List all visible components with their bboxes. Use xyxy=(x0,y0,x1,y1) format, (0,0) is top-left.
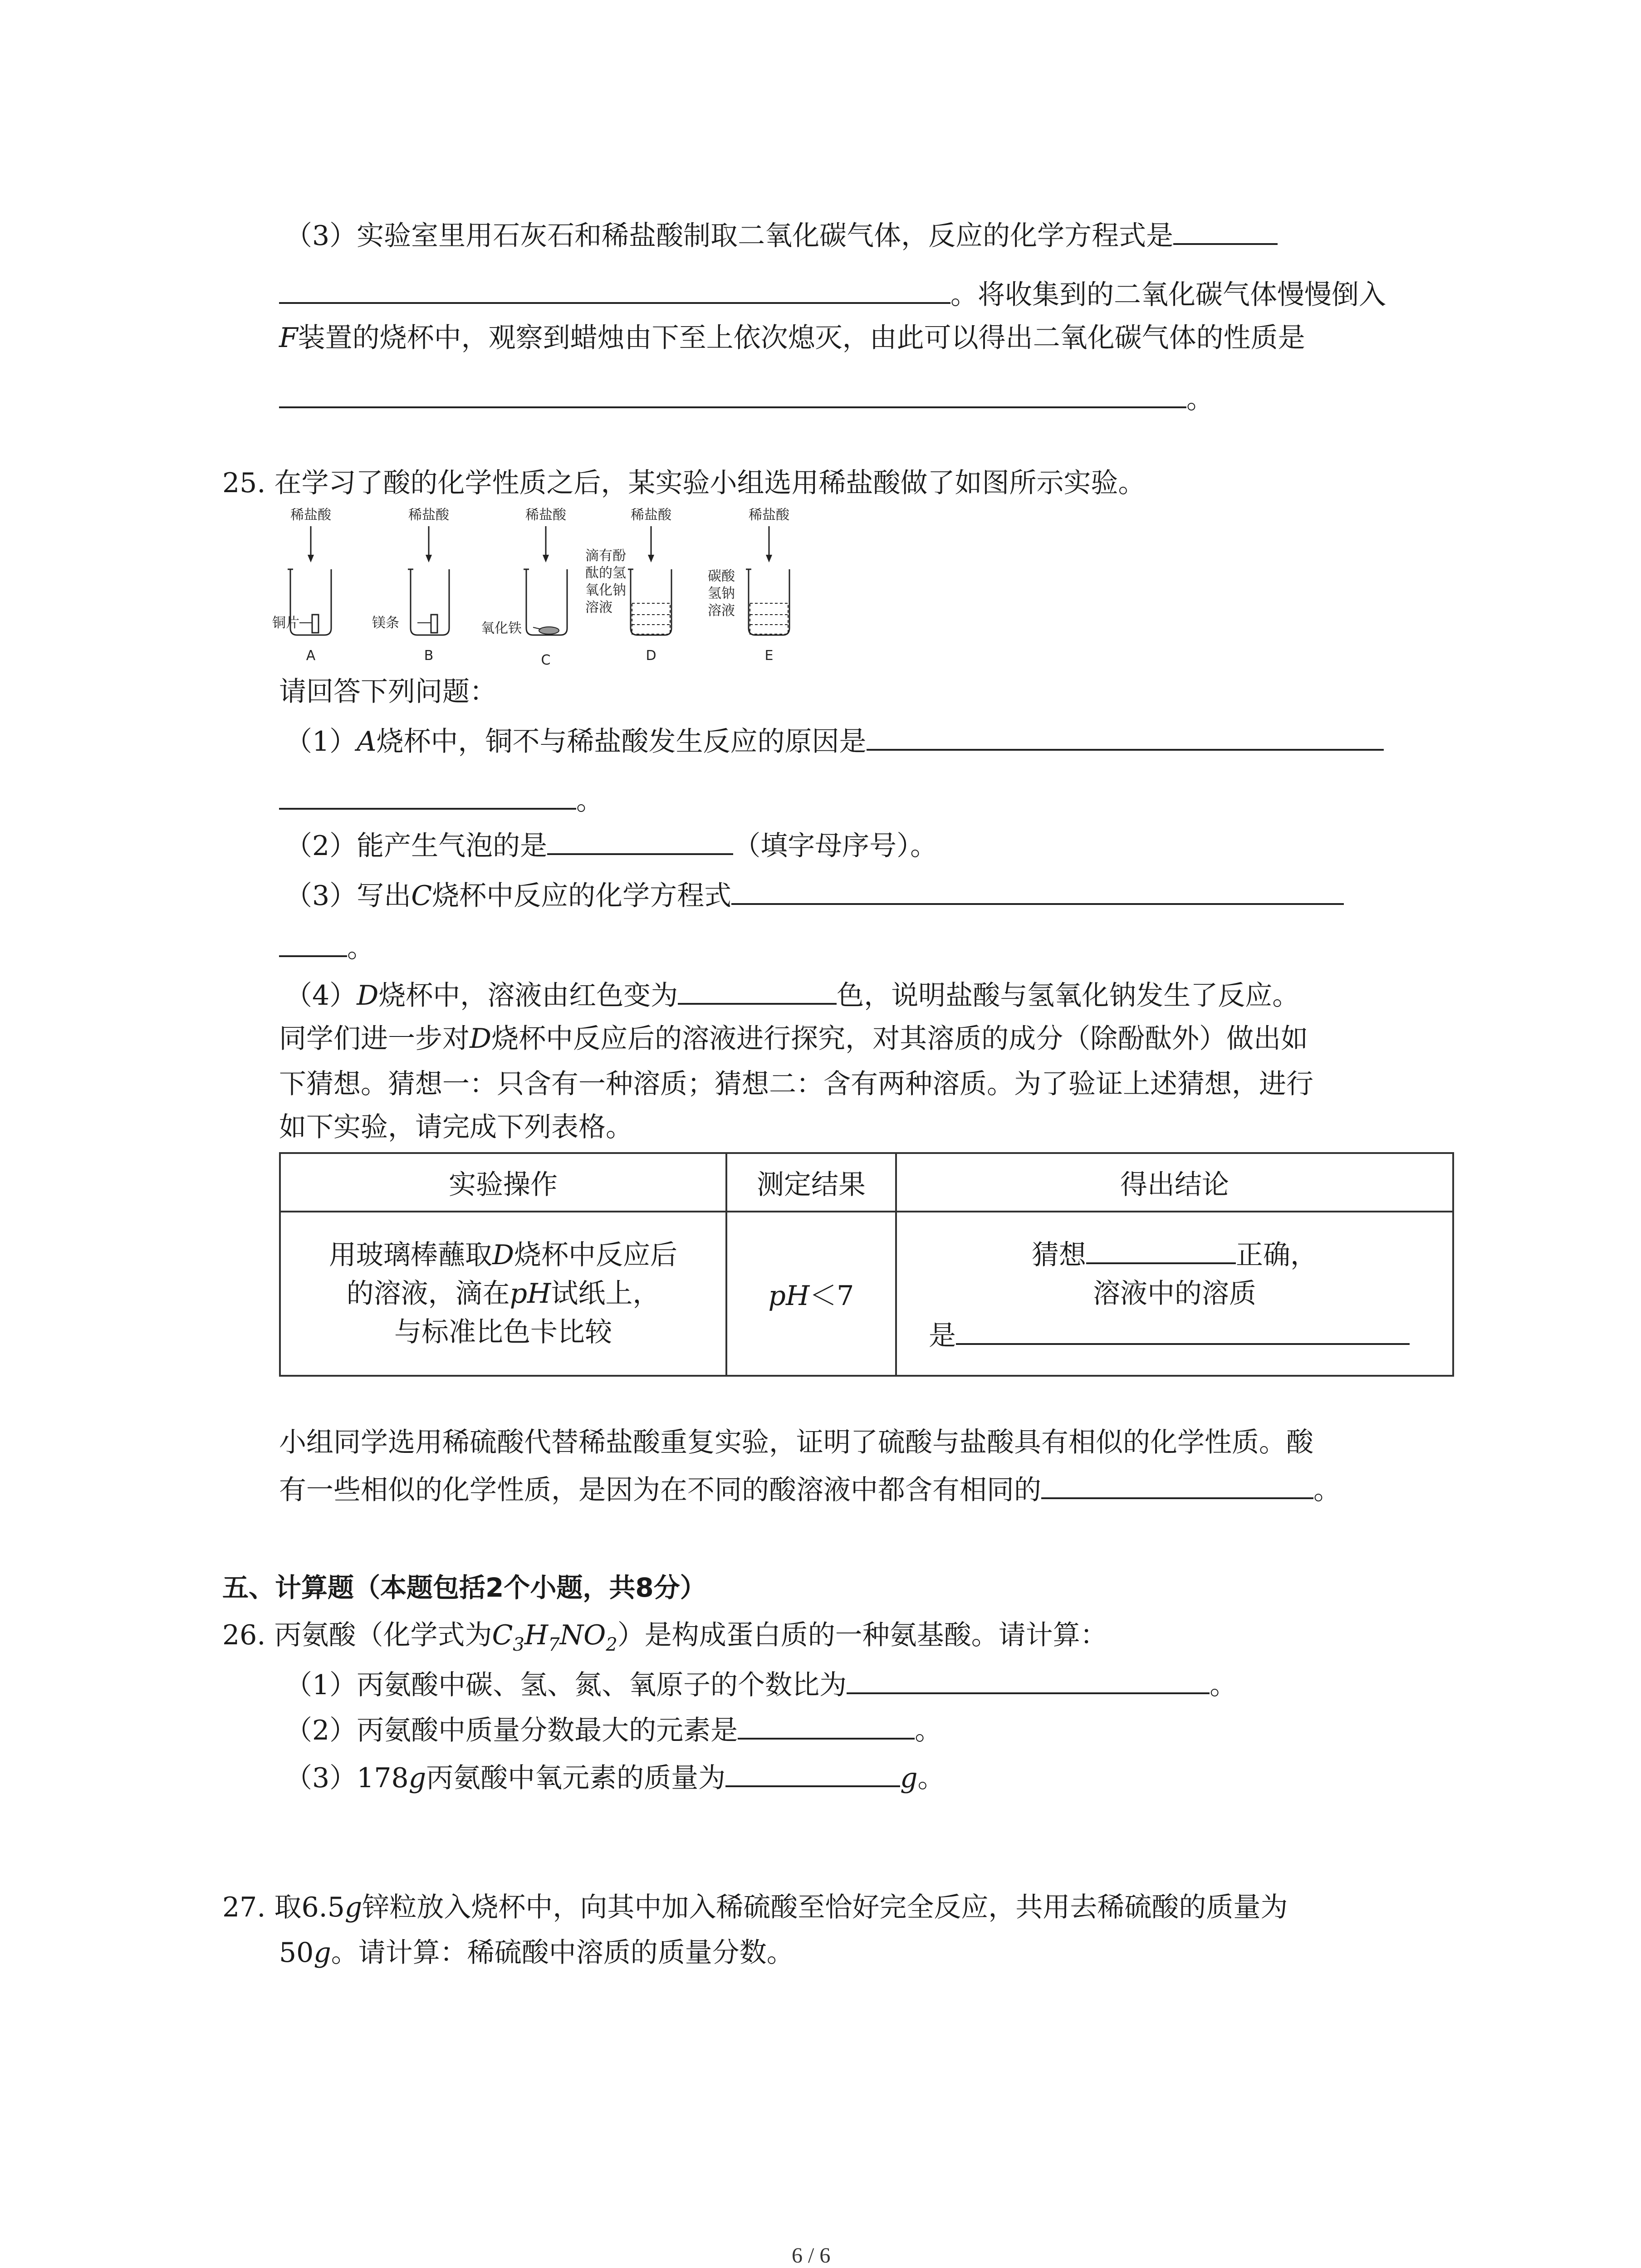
q24-3-line2 xyxy=(279,272,1386,315)
q26-p2 xyxy=(285,1708,942,1751)
p3-letter: C xyxy=(411,880,432,912)
table-cell-operation xyxy=(280,1212,726,1376)
q27-text2: 锌粒放入烧杯中，向其中加入稀硫酸至恰好完全反应，共用去稀硫酸的质量为 xyxy=(362,1892,1288,1923)
q25-p4-line2 xyxy=(279,1018,1308,1059)
beaker-a-letter: A xyxy=(306,648,316,664)
table-cell-conclusion xyxy=(896,1212,1453,1376)
op-text: 烧杯中反应后 xyxy=(514,1239,678,1271)
q24-3-end: 。 xyxy=(1186,383,1214,415)
p3-end: 。 xyxy=(347,932,374,964)
result-value: ＜7 xyxy=(809,1280,854,1312)
answer-blank xyxy=(725,1755,900,1787)
beaker-d-side-label: 溶液 xyxy=(585,600,612,616)
table-header: 实验操作 xyxy=(280,1153,726,1212)
q24-3-text2: 。将收集到的二氧化碳气体慢慢倒入 xyxy=(950,279,1386,311)
table-header-row xyxy=(280,1153,1453,1212)
experiment-figure xyxy=(272,506,839,678)
q25-prompt xyxy=(279,671,497,712)
beaker-e-letter: E xyxy=(764,648,774,664)
q25-p2 xyxy=(285,823,937,866)
conclusion-text: 是 xyxy=(929,1320,956,1352)
p1-letter: A xyxy=(357,726,377,758)
p3-text2: 烧杯中反应的化学方程式 xyxy=(432,880,732,912)
op-text: 试纸上， xyxy=(551,1277,660,1310)
table-header: 得出结论 xyxy=(896,1153,1453,1212)
q25-stem xyxy=(222,463,1146,503)
p1-end: 。 xyxy=(576,785,603,816)
p1-num: （1） xyxy=(285,726,357,758)
beaker-b xyxy=(372,507,450,664)
op-text: 与标准比色卡比较 xyxy=(394,1316,612,1348)
beaker-c-letter: C xyxy=(541,652,551,668)
q26-p2-end: 。 xyxy=(915,1715,942,1746)
after-text: 小组同学选用稀硫酸代替稀盐酸重复实验，证明了硫酸与盐酸具有相似的化学性质。酸 xyxy=(279,1427,1313,1458)
acid-label: 稀盐酸 xyxy=(408,507,449,523)
beaker-b-side-label: 镁条 xyxy=(372,615,399,631)
unit-g: g xyxy=(900,1762,918,1794)
q25-p1-line2 xyxy=(279,778,603,821)
beaker-d-side-label: 滴有酚 xyxy=(585,548,626,564)
prompt-text: 请回答下列问题： xyxy=(279,676,497,708)
q26-p3-text2: 丙氨酸中氧元素的质量为 xyxy=(426,1762,726,1794)
q25-p3-line2 xyxy=(279,925,374,968)
q24-3-line1 xyxy=(285,213,1278,256)
q24-3-line3 xyxy=(279,318,1305,358)
after-end: 。 xyxy=(1313,1474,1341,1506)
q26-p1-text: （1）丙氨酸中碳、氢、氮、氧原子的个数比为 xyxy=(285,1669,847,1701)
p4-text2: 色，说明盐酸与氢氧化钠发生了反应。 xyxy=(837,980,1300,1012)
acid-label: 稀盐酸 xyxy=(290,507,331,523)
q26-p1-end: 。 xyxy=(1210,1669,1237,1701)
beaker-d-letter: D xyxy=(646,648,656,664)
answer-blank xyxy=(279,272,950,304)
beaker-d xyxy=(585,507,672,664)
p4-l2b: 烧杯中反应后的溶液进行探究，对其溶质的成分（除酚酞外）做出如 xyxy=(491,1023,1308,1055)
beaker-e-side-label: 氢钠 xyxy=(708,586,735,601)
question-number: 27. xyxy=(222,1892,266,1923)
q27-text3: 。请计算：稀硫酸中溶质的质量分数。 xyxy=(331,1937,794,1969)
q27-text: 取6.5 xyxy=(274,1892,345,1923)
beaker-c xyxy=(481,507,567,668)
q26-p1 xyxy=(285,1662,1237,1706)
beaker-a xyxy=(272,507,332,664)
beaker-e-side-label: 溶液 xyxy=(708,603,735,619)
op-text: 的溶液，滴在 xyxy=(346,1277,510,1310)
beaker-d-side-label: 酞的氢 xyxy=(585,565,626,581)
experiment-table xyxy=(279,1152,1454,1377)
section-title-text: 五、计算题（本题包括2个小题，共8分） xyxy=(222,1572,706,1603)
q25-p3-line1 xyxy=(285,873,1344,916)
conclusion-text: 正确， xyxy=(1236,1239,1318,1271)
p4-l2-letter: D xyxy=(470,1023,492,1055)
beaker-c-side-label: 氧化铁 xyxy=(481,621,522,636)
q25-p4-line1 xyxy=(285,973,1299,1016)
p4-l4: 如下实验，请完成下列表格。 xyxy=(279,1111,633,1143)
q26-p2-text: （2）丙氨酸中质量分数最大的元素是 xyxy=(285,1715,738,1746)
p4-l3: 下猜想。猜想一：只含有一种溶质；猜想二：含有两种溶质。为了验证上述猜想，进行 xyxy=(279,1068,1313,1100)
unit-g: g xyxy=(344,1892,362,1923)
op-letter: pH xyxy=(509,1277,551,1310)
conclusion-text: 猜想 xyxy=(1032,1239,1086,1271)
section-title xyxy=(222,1567,706,1608)
op-text: 用玻璃棒蘸取 xyxy=(328,1239,492,1271)
beaker-e-side-label: 碳酸 xyxy=(708,568,735,584)
answer-blank xyxy=(1086,1232,1236,1264)
p4-num: （4） xyxy=(285,980,357,1012)
acid-label: 稀盐酸 xyxy=(525,507,566,523)
page-number: 6 / 6 xyxy=(792,2244,831,2268)
q25-after-line1 xyxy=(279,1422,1313,1463)
q26-p3-text: （3）178 xyxy=(285,1762,409,1794)
q27-num: 50 xyxy=(279,1937,314,1969)
answer-blank xyxy=(279,925,347,957)
answer-blank xyxy=(1041,1467,1313,1499)
answer-blank xyxy=(279,376,1186,408)
q27-line1 xyxy=(222,1887,1288,1928)
q26-p3 xyxy=(285,1755,945,1799)
beaker-e xyxy=(708,507,790,664)
acid-label: 稀盐酸 xyxy=(631,507,671,523)
answer-blank xyxy=(731,873,1344,905)
answer-blank xyxy=(678,973,837,1005)
unit-g: g xyxy=(408,1762,426,1794)
acid-label: 稀盐酸 xyxy=(749,507,789,523)
q25-after-line2 xyxy=(279,1467,1341,1510)
p4-letter: D xyxy=(357,980,379,1012)
p4-l2a: 同学们进一步对 xyxy=(279,1023,470,1055)
q26-p3-end: 。 xyxy=(917,1762,945,1794)
p2-text: （2）能产生气泡的是 xyxy=(285,830,548,862)
table-header: 测定结果 xyxy=(726,1153,896,1212)
beaker-b-letter: B xyxy=(424,648,434,664)
q26-stem xyxy=(222,1615,1107,1665)
q25-p4-line3 xyxy=(279,1064,1313,1105)
result-letter: pH xyxy=(768,1280,810,1312)
answer-blank xyxy=(1173,213,1278,245)
p3-text: （3）写出 xyxy=(285,880,411,912)
q26-stem-a: 丙氨酸（化学式为 xyxy=(274,1619,492,1651)
answer-blank xyxy=(279,778,576,810)
q27-line2 xyxy=(279,1932,794,1973)
question-stem: 在学习了酸的化学性质之后，某实验小组选用稀盐酸做了如图所示实验。 xyxy=(274,467,1146,499)
table-row xyxy=(280,1212,1453,1376)
answer-blank xyxy=(738,1708,915,1740)
p1-text: 烧杯中，铜不与稀盐酸发生反应的原因是 xyxy=(376,726,867,758)
answer-blank xyxy=(867,719,1384,751)
op-letter: D xyxy=(492,1239,514,1271)
q25-p4-line4 xyxy=(279,1107,633,1148)
q26-stem-b: ）是构成蛋白质的一种氨基酸。请计算： xyxy=(617,1619,1107,1651)
q25-p1-line1 xyxy=(285,719,1384,762)
p4-text: 烧杯中，溶液由红色变为 xyxy=(378,980,678,1012)
p2-text-end: （填字母序号）。 xyxy=(733,830,938,862)
q24-3-letter: F xyxy=(279,322,298,354)
q24-3-text3: 装置的烧杯中，观察到蜡烛由下至上依次熄灭，由此可以得出二氧化碳气体的性质是 xyxy=(298,322,1305,354)
q24-3-line4 xyxy=(279,376,1214,420)
answer-blank xyxy=(956,1313,1410,1345)
question-number: 26. xyxy=(222,1619,266,1651)
answer-blank xyxy=(547,823,733,855)
beaker-a-side-label: 铜片 xyxy=(272,615,299,631)
q26-formula: $C_3H_7NO_2$ xyxy=(492,1619,617,1655)
after-text: 有一些相似的化学性质，是因为在不同的酸溶液中都含有相同的 xyxy=(279,1474,1041,1506)
beaker-d-side-label: 氧化钠 xyxy=(585,582,626,598)
conclusion-text: 溶液中的溶质 xyxy=(1093,1277,1256,1310)
question-number: 25. xyxy=(222,467,266,499)
unit-g: g xyxy=(314,1937,331,1969)
answer-blank xyxy=(847,1662,1210,1694)
q24-3-text1: （3）实验室里用石灰石和稀盐酸制取二氧化碳气体，反应的化学方程式是 xyxy=(285,220,1174,252)
table-cell-result xyxy=(726,1212,896,1376)
